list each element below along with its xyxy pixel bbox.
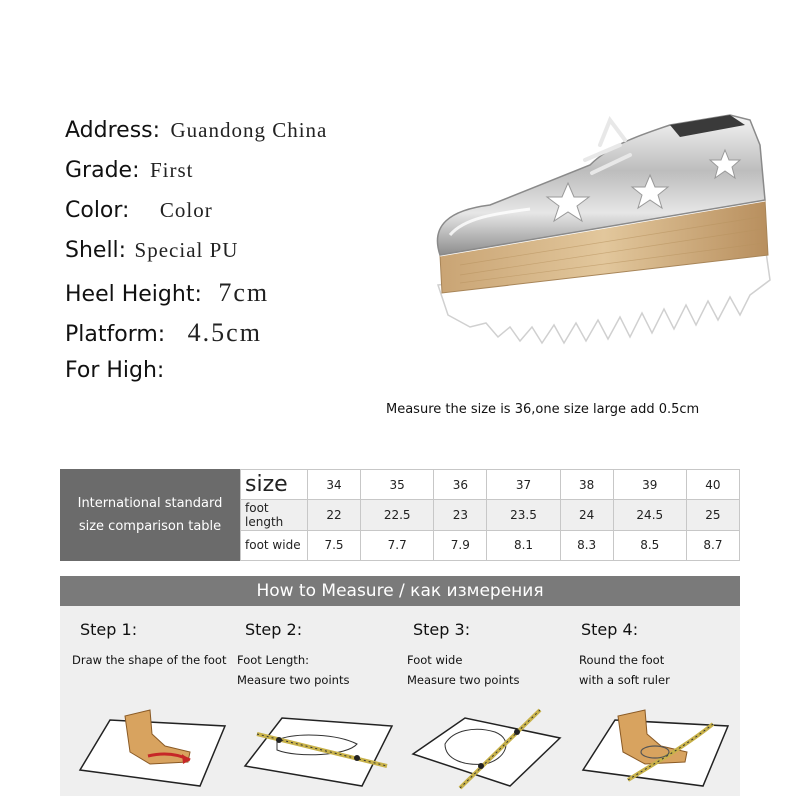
size-cell: 40 xyxy=(686,470,739,500)
spec-color xyxy=(65,198,213,223)
spec-shell-value: Special PU xyxy=(134,238,239,262)
foot-length-cell: 23.5 xyxy=(487,500,560,530)
spec-shell-label: Shell: xyxy=(65,238,127,263)
foot-wide-row-header: foot wide xyxy=(241,530,308,560)
foot-length-cell: 25 xyxy=(686,500,739,530)
foot-round-illustration xyxy=(573,704,733,790)
foot-wide-cell: 7.7 xyxy=(361,530,434,560)
foot-length-cell: 24.5 xyxy=(613,500,686,530)
foot-length-cell: 22.5 xyxy=(361,500,434,530)
step-3-desc-line1: Foot wide xyxy=(407,653,463,667)
foot-length-illustration xyxy=(237,704,397,790)
foot-wide-cell: 8.5 xyxy=(613,530,686,560)
foot-width-illustration xyxy=(405,704,565,790)
foot-wide-cell: 8.7 xyxy=(686,530,739,560)
size-row-header: size xyxy=(241,470,308,500)
step-3 xyxy=(405,606,570,796)
table-row-size xyxy=(241,470,740,500)
size-table-caption-line2: size comparison table xyxy=(78,519,222,534)
spec-color-value: Color xyxy=(159,198,213,222)
foot-outline-illustration xyxy=(70,704,230,790)
spec-platform-value: 4.5cm xyxy=(187,318,262,347)
step-1-title: Step 1: xyxy=(80,620,138,639)
step-2 xyxy=(237,606,402,796)
foot-length-cell: 23 xyxy=(434,500,487,530)
size-cell: 34 xyxy=(308,470,361,500)
spec-grade-label: Grade: xyxy=(65,158,140,183)
step-4-desc-line1: Round the foot xyxy=(579,653,665,667)
how-to-measure-panel xyxy=(60,576,740,796)
foot-length-cell: 22 xyxy=(308,500,361,530)
table-row-foot-length xyxy=(241,500,740,530)
table-row-foot-wide xyxy=(241,530,740,560)
spec-grade-value: First xyxy=(149,158,194,182)
spec-address-value: Guandong China xyxy=(170,118,328,142)
foot-length-cell: 24 xyxy=(560,500,613,530)
step-3-title: Step 3: xyxy=(413,620,471,639)
step-4-desc-line2: with a soft ruler xyxy=(579,673,670,687)
step-1-desc-line1: Draw the shape of the foot xyxy=(72,653,227,667)
spec-platform-label: Platform: xyxy=(65,322,166,347)
size-measure-note: Measure the size is 36,one size large add 0.5cm xyxy=(386,402,700,417)
size-cell: 38 xyxy=(560,470,613,500)
size-comparison-table xyxy=(60,469,740,561)
step-4-desc xyxy=(579,650,670,690)
how-to-measure-title: How to Measure / как измерения xyxy=(60,576,740,606)
spec-heel-height xyxy=(65,278,269,308)
foot-wide-cell: 7.9 xyxy=(434,530,487,560)
size-cell: 35 xyxy=(361,470,434,500)
spec-for-high xyxy=(65,358,164,383)
step-1 xyxy=(70,606,235,796)
spec-address xyxy=(65,118,327,143)
step-2-desc xyxy=(237,650,349,690)
step-1-desc xyxy=(72,650,226,670)
spec-address-label: Address: xyxy=(65,118,161,143)
spec-platform xyxy=(65,318,262,348)
step-2-title: Step 2: xyxy=(245,620,303,639)
spec-heel-height-label: Heel Height: xyxy=(65,282,202,307)
foot-length-row-header: foot length xyxy=(241,500,308,530)
spec-heel-height-value: 7cm xyxy=(218,278,270,307)
size-table-grid xyxy=(240,469,740,561)
step-4 xyxy=(573,606,738,796)
step-2-desc-line2: Measure two points xyxy=(237,673,350,687)
step-3-desc xyxy=(407,650,519,690)
foot-wide-cell: 8.3 xyxy=(560,530,613,560)
size-table-caption-line1: International standard xyxy=(77,496,223,511)
size-table-caption xyxy=(60,469,240,561)
size-cell: 36 xyxy=(434,470,487,500)
step-3-desc-line2: Measure two points xyxy=(407,673,520,687)
foot-wide-cell: 8.1 xyxy=(487,530,560,560)
spec-color-label: Color: xyxy=(65,198,130,223)
spec-shell xyxy=(65,238,238,263)
foot-wide-cell: 7.5 xyxy=(308,530,361,560)
size-cell: 39 xyxy=(613,470,686,500)
size-cell: 37 xyxy=(487,470,560,500)
spec-grade xyxy=(65,158,193,183)
step-4-title: Step 4: xyxy=(581,620,639,639)
step-2-desc-line1: Foot Length: xyxy=(237,653,309,667)
spec-for-high-label: For High: xyxy=(65,358,165,383)
shoe-product-image xyxy=(420,105,790,345)
